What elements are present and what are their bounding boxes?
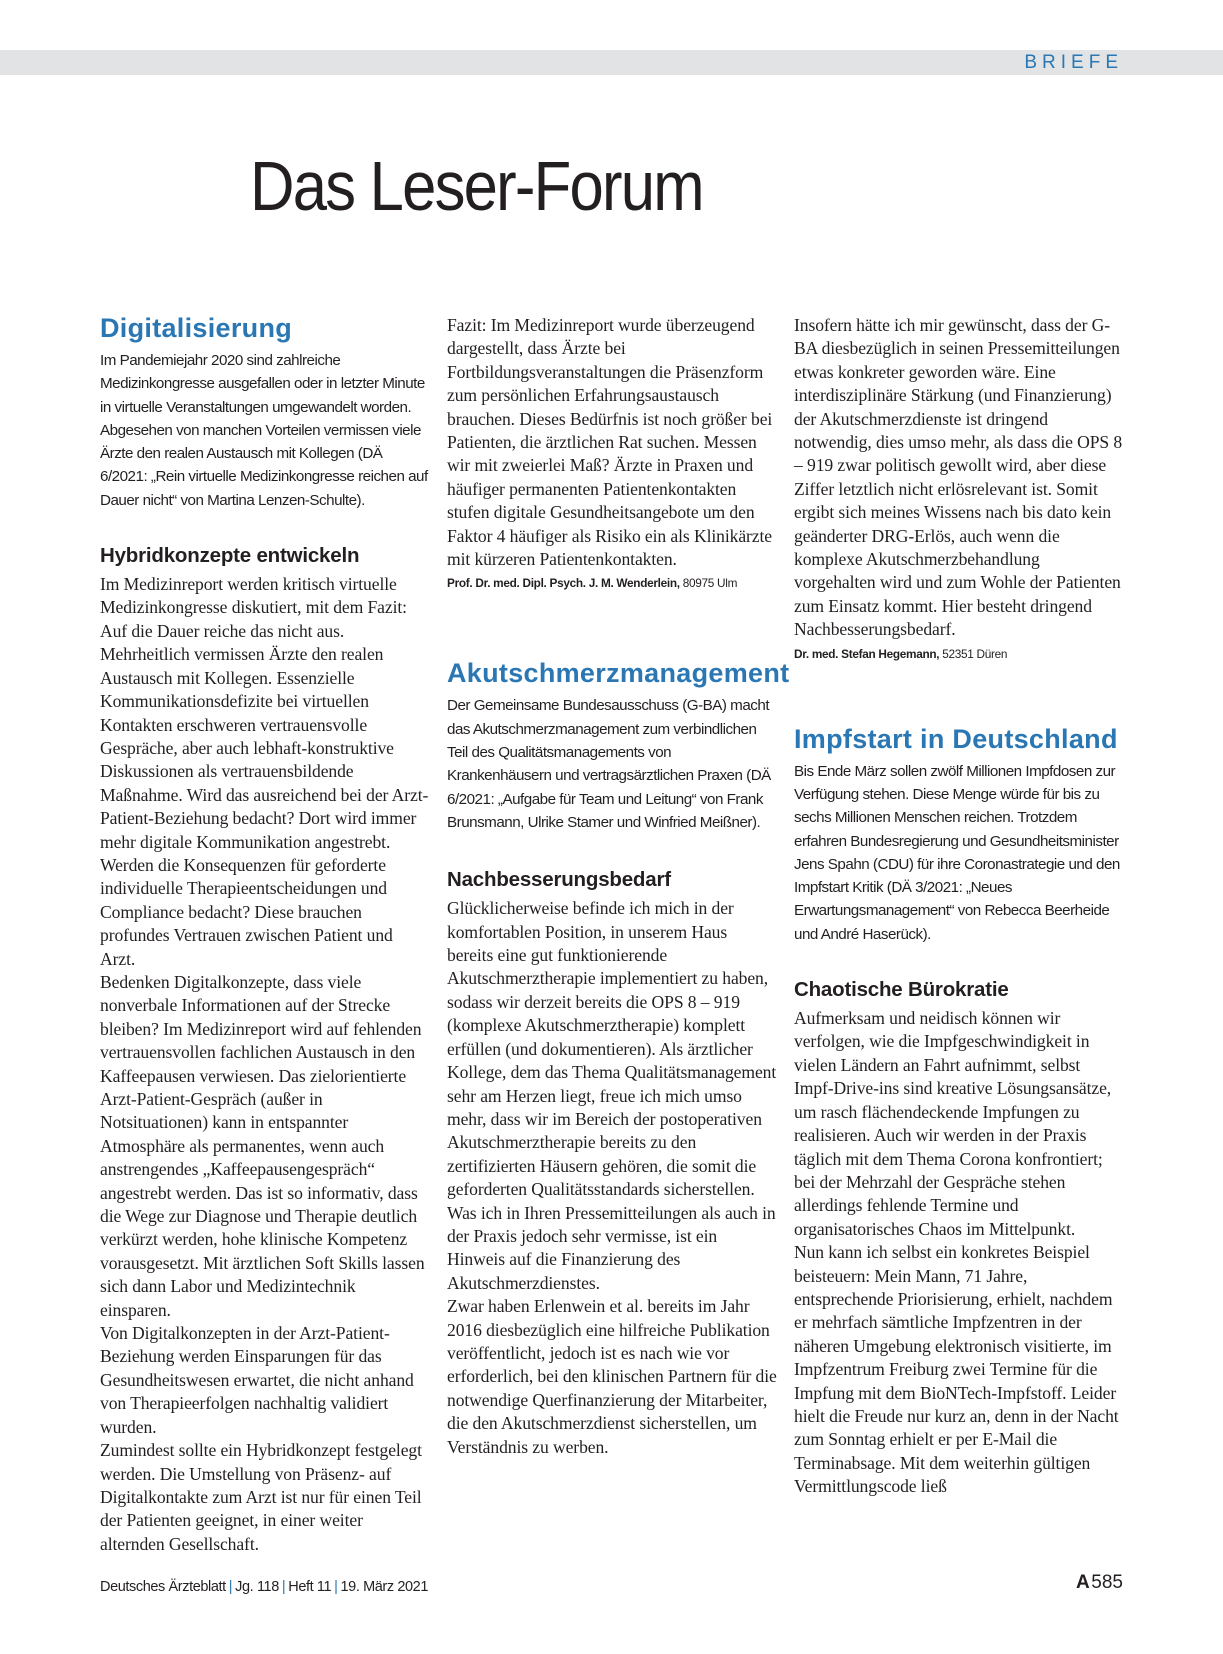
letter-body: Glücklicherweise befinde ich mich in der komfortablen Position, in unserem Haus bereits eine gut funktionierende Akutschmerztherapie implementiert zu haben, sodass wir derzeit bereits die OPS 8 – 919 (komplexe Akutschmerztherapie) komplett erfüllen (und dokumentieren). Als ärztlicher Kollege, dem das Thema Qualitätsmanagement sehr am Herzen liegt, freue ich mich umso mehr, dass wir im Bereich der postoperativen Akutschmerztherapie bereits zu den zertifizierten Häusern gehören, die somit die geforderten Qualitätsstandards sicherstellen. Was ich in Ihren Pressemitteilungen als auch in der Praxis jedoch sehr vermisse, ist ein Hinweis auf die Finanzierung des Akutschmerzdienstes. Zwar haben Erlenwein et al. bereits im Jahr 2016 diesbezüglich eine hilfreiche Publikation veröffentlicht, jedoch ist es nach wie vor erforderlich, bei den klinischen Partnern für die notwendige Querfinanzierung der Mitarbeiter, die den Akutschmerzdienst sicherstellen, um Verständnis zu werben. bbox=[447, 898, 777, 1457]
letter-signature bbox=[447, 575, 777, 591]
footer-separator: | bbox=[334, 1579, 338, 1595]
letter-headline: Hybridkonzepte entwickeln bbox=[100, 544, 360, 568]
signature-name: Dr. med. Stefan Hegemann, bbox=[794, 646, 940, 661]
topic-heading-akutschmerzmanagement: Akutschmerzmanagement bbox=[447, 658, 790, 689]
topic-intro: Im Pandemiejahr 2020 sind zahlreiche Medizinkongresse ausgefallen oder in letzter Minute in virtuelle Veranstaltungen umgewandelt worden. Abgesehen von manchen Vorteilen vermissen viele Ärzte den realen Austausch mit Kollegen (DÄ 6/2021: „Rein virtuelle Medizinkongresse reichen auf Dauer nicht“ von Martina Lenzen-Schulte). bbox=[100, 352, 428, 509]
letter-headline: Nachbesserungsbedarf bbox=[447, 868, 671, 892]
column-1 bbox=[100, 312, 430, 1556]
letter-body-continued: Insofern hätte ich mir gewünscht, dass der G-BA diesbezüglich in seinen Pressemitteilungen etwas konkreter geworden wäre. Eine interdisziplinäre Stärkung (und Finanzierung) der Akutschmerzdienste ist dringend notwendig, dies umso mehr, als dass die OPS 8 – 919 zwar politisch gewollt wird, aber diese Ziffer letztlich nicht erlösrelevant ist. Somit ergibt sich meines Wissens nach bis dato kein geänderter DRG-Erlös, auch wenn die komplexe Akutschmerzbehandlung vorgehalten wird und zum Wohle der Patienten zum Einsatz kommt. Hier besteht dringend Nachbesserungsbedarf. bbox=[794, 315, 1123, 640]
topic-intro: Bis Ende März sollen zwölf Millionen Impfdosen zur Verfügung stehen. Diese Menge würde für bis zu sechs Millionen Menschen reichen. Trotzdem erfahren Bundesregierung und Gesundheitsminister Jens Spahn (CDU) für ihre Coronastrategie und den Impfstart Kritik (DÄ 3/2021: „Neues Erwartungsmanagement“ von Rebecca Beerheide und André Haserück). bbox=[794, 762, 1120, 943]
page-letter: A bbox=[1075, 1572, 1090, 1593]
footer-citation bbox=[100, 1579, 428, 1595]
footer-issue: Heft 11 bbox=[288, 1579, 332, 1595]
footer-date: 19. März 2021 bbox=[340, 1579, 428, 1595]
topic-intro: Der Gemeinsame Bundesausschuss (G-BA) macht das Akutschmerzmanagement zum verbindlichen Teil des Qualitätsmanagements von Krankenhäusern und vertragsärztlichen Praxen (DÄ 6/2021: „Aufgabe für Team und Leitung“ von Frank Brunsmann, Ulrike Stamer und Winfried Meißner). bbox=[447, 697, 771, 831]
footer-journal: Deutsches Ärzteblatt bbox=[100, 1579, 226, 1595]
column-3 bbox=[794, 314, 1124, 1499]
page-number bbox=[1076, 1572, 1123, 1594]
letter-body-continued: Fazit: Im Medizinreport wurde überzeugend dargestellt, dass Ärzte bei Fortbildungsveranstaltungen die Präsenzform zum persönlichen Erfahrungsaustausch brauchen. Dieses Bedürfnis ist noch größer bei Patienten, die ärztlichen Rat suchen. Messen wir mit zweierlei Maß? Ärzte in Praxen und häufiger permanenten Patientenkontakten stufen digitale Gesundheitsangebote um den Faktor 4 häufiger als Risiko ein als Klinikärzte mit kürzeren Patientenkontakten. bbox=[447, 315, 773, 570]
footer-separator: | bbox=[228, 1579, 233, 1595]
topic-heading-digitalisierung: Digitalisierung bbox=[100, 313, 293, 343]
letter-signature bbox=[794, 646, 1124, 662]
section-label: BRIEFE bbox=[1024, 52, 1123, 73]
footer-separator: | bbox=[281, 1579, 286, 1595]
column-2 bbox=[447, 314, 790, 1459]
topic-heading-impfstart: Impfstart in Deutschland bbox=[794, 723, 1118, 754]
signature-place: 80975 Ulm bbox=[682, 576, 738, 591]
footer-volume: Jg. 118 bbox=[235, 1579, 279, 1595]
letter-headline: Chaotische Bürokratie bbox=[794, 978, 1009, 1002]
letter-body: Aufmerksam und neidisch können wir verfolgen, wie die Impfgeschwindigkeit in vielen Ländern an Fahrt aufnimmt, selbst Impf-Drive-ins sind kreative Lösungsansätze, um rasch flächendeckende Impfungen zu realisieren. Auch wir werden in der Praxis täglich mit dem Thema Corona konfrontiert; bei der Mehrzahl der Gespräche stehen allerdings fehlende Termine und organisatorisches Chaos im Mittelpunkt. Nun kann ich selbst ein konkretes Beispiel beisteuern: Mein Mann, 71 Jahre, entsprechende Priorisierung, erhielt, nachdem er mehrfach sämtliche Impfzentren in der näheren Umgebung elektronisch visitierte, im Impfzentrum Freiburg zwei Termine für die Impfung mit dem BioNTech-Impfstoff. Leider hielt die Freude nur kurz an, denn in der Nacht zum Sonntag erhielt er per E-Mail die Terminabsage. Mit dem weiterhin gültigen Vermittlungscode ließ bbox=[794, 1008, 1119, 1497]
letter-body: Im Medizinreport werden kritisch virtuelle Medizinkongresse diskutiert, mit dem Fazit: Auf die Dauer reiche das nicht aus. Mehrheitlich vermissen Ärzte den realen Austausch mit Kollegen. Essenzielle Kommunikationsdefizite bei virtuellen Kontakten erschweren vertrauensvolle Gespräche, aber auch lebhaft-konstruktive Diskussionen als vertrauensbildende Maßnahme. Wird das ausreichend bei der Arzt-Patient-Beziehung bedacht? Dort wird immer mehr digitale Kommunikation angestrebt. Werden die Konsequenzen für geforderte individuelle Therapieentscheidungen und Compliance bedacht? Diese brauchen profundes Vertrauen zwischen Patient und Arzt. Bedenken Digitalkonzepte, dass viele nonverbale Informationen auf der Strecke bleiben? Im Medizinreport wird auf fehlenden vertrauensvollen fachlichen Austausch in den Kaffeepausen verwiesen. Das zielorientierte Arzt-Patient-Gespräch (außer in Notsituationen) kann in entspannter Atmosphäre als permanentes, wenn auch anstrengendes „Kaffeepausengespräch“ angestrebt werden. Das ist so informativ, dass die Wege zur Diagnose und Therapie deutlich verkürzt werden, hohe klinische Kompetenz vorausgesetzt. Mit ärztlichen Soft Skills lassen sich dann Labor und Medizintechnik einsparen. Von Digitalkonzepten in der Arzt-Patient-Beziehung werden Einsparungen für das Gesundheitswesen erwartet, die nicht anhand von Therapieerfolgen nachhaltig validiert wurden. Zumindest sollte ein Hybridkonzept festgelegt werden. Die Umstellung von Präsenz- auf Digitalkontakte zum Arzt ist nur für einen Teil der Patienten geeignet, in einer weiter alternden Gesellschaft. bbox=[100, 574, 429, 1554]
signature-name: Prof. Dr. med. Dipl. Psych. J. M. Wenderlein, bbox=[447, 576, 680, 591]
page-title: Das Leser-Forum bbox=[250, 147, 703, 225]
signature-place: 52351 Düren bbox=[942, 646, 1008, 661]
page-digits: 585 bbox=[1091, 1572, 1123, 1593]
